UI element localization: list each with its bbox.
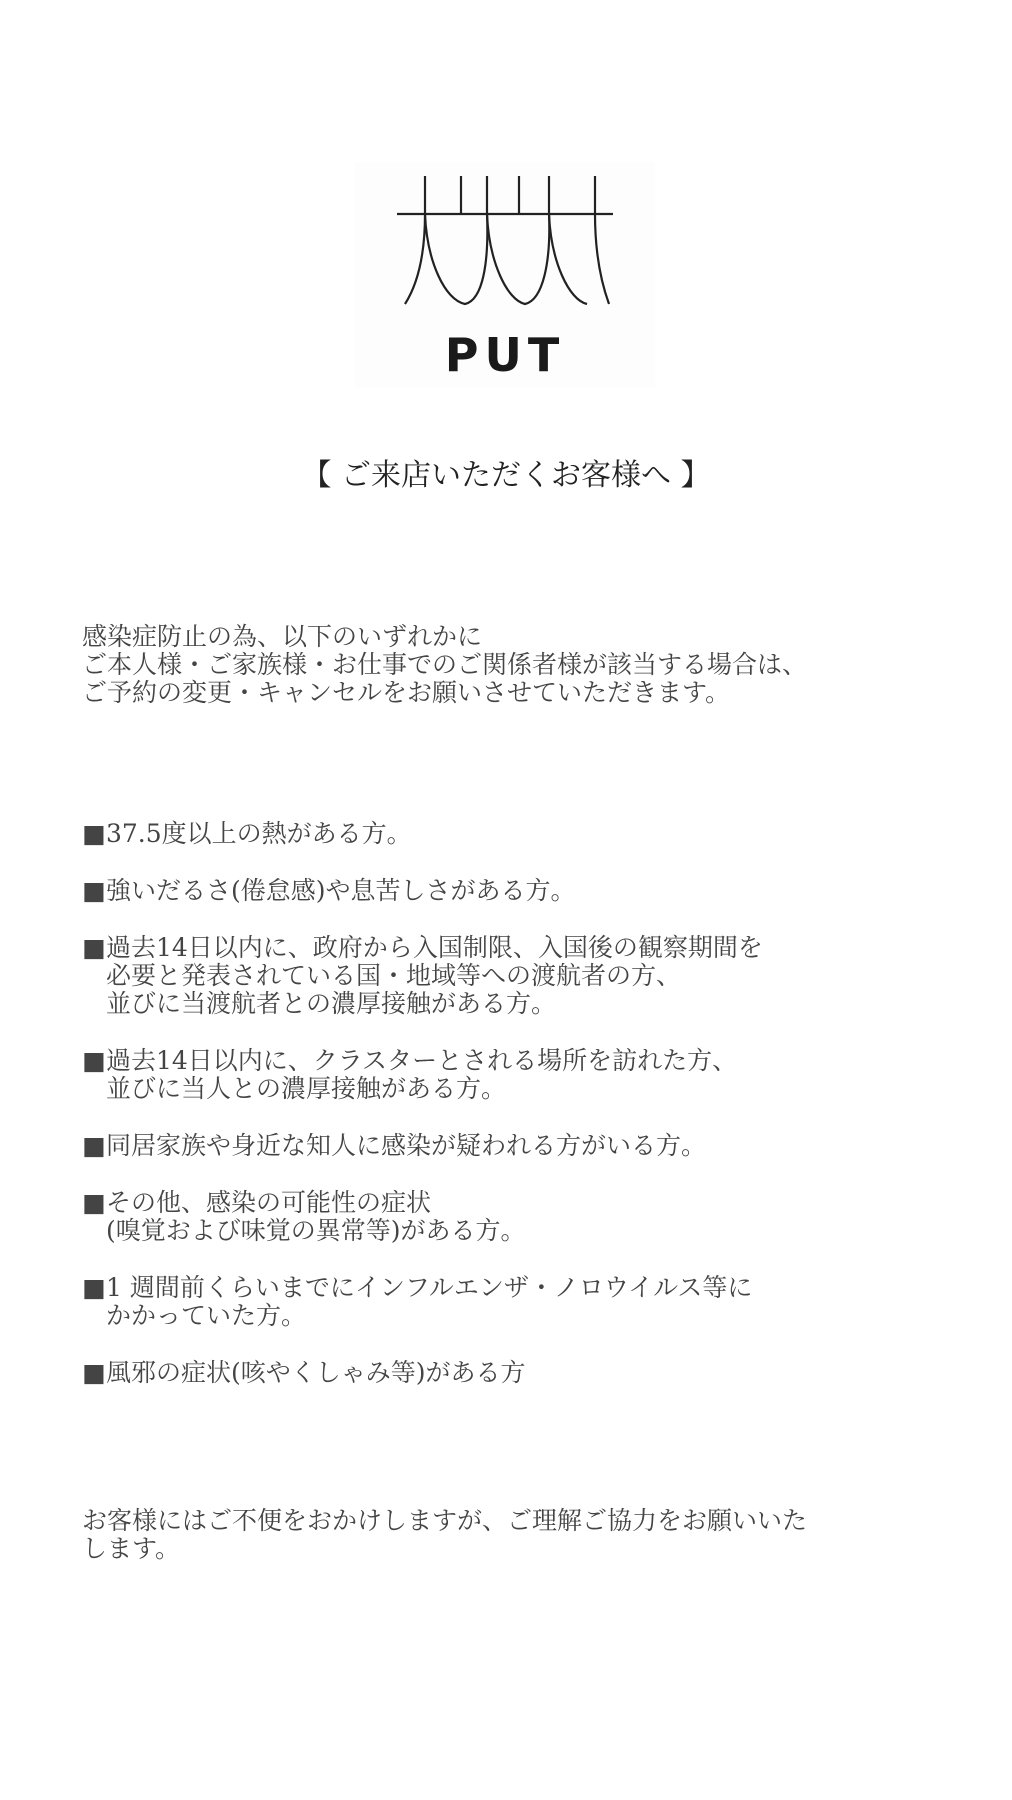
condition-list bbox=[82, 820, 942, 1416]
page-title: 【 ご来店いただくお客様へ 】 bbox=[301, 458, 711, 493]
list-item bbox=[82, 1047, 942, 1103]
condition-line: 並びに当人との濃厚接触がある方。 bbox=[106, 1074, 507, 1103]
bullet-square-icon: ■ bbox=[82, 1131, 106, 1160]
condition-line: 同居家族や身近な知人に感染が疑われる方がいる方。 bbox=[106, 1131, 707, 1160]
list-item bbox=[82, 820, 942, 848]
condition-line: 並びに当渡航者との濃厚接触がある方。 bbox=[106, 989, 557, 1018]
put-logo bbox=[355, 162, 655, 388]
condition-line: 強いだるさ(倦怠感)や息苦しさがある方。 bbox=[106, 876, 576, 905]
closing-text bbox=[82, 1507, 942, 1563]
intro-line: ご予約の変更・キャンセルをお願いさせていただきます。 bbox=[82, 678, 731, 707]
put-logo-icon bbox=[355, 162, 655, 332]
intro-line: 感染症防止の為、以下のいずれかに bbox=[82, 622, 483, 651]
closing-line: お客様にはご不便をおかけしますが、ご理解ご協力をお願いいた bbox=[82, 1506, 808, 1535]
list-item bbox=[82, 1132, 942, 1160]
condition-line: その他、感染の可能性の症状 bbox=[106, 1188, 432, 1217]
logo-wordmark: PUT bbox=[444, 328, 566, 382]
condition-line: 必要と発表されている国・地域等への渡航者の方、 bbox=[106, 961, 682, 990]
intro-line: ご本人様・ご家族様・お仕事でのご関係者様が該当する場合は、 bbox=[82, 650, 808, 679]
condition-line: 過去14日以内に、クラスターとされる場所を訪れた方、 bbox=[106, 1046, 738, 1075]
bullet-square-icon: ■ bbox=[82, 1273, 106, 1302]
condition-line: 過去14日以内に、政府から入国制限、入国後の観察期間を bbox=[106, 933, 763, 962]
condition-line: 風邪の症状(咳やくしゃみ等)がある方 bbox=[106, 1358, 526, 1387]
bullet-square-icon: ■ bbox=[82, 876, 106, 905]
bullet-square-icon: ■ bbox=[82, 933, 106, 962]
list-item bbox=[82, 877, 942, 905]
list-item bbox=[82, 1189, 942, 1245]
bullet-square-icon: ■ bbox=[82, 819, 106, 848]
condition-line: (嗅覚および味覚の異常等)がある方。 bbox=[106, 1216, 526, 1245]
intro-text bbox=[82, 623, 942, 707]
closing-line: します。 bbox=[82, 1534, 181, 1563]
condition-line: 37.5度以上の熱がある方。 bbox=[106, 819, 412, 848]
bullet-square-icon: ■ bbox=[82, 1188, 106, 1217]
condition-line: 1 週間前くらいまでにインフルエンザ・ノロウイルス等に bbox=[106, 1273, 753, 1302]
list-item bbox=[82, 1274, 942, 1330]
bullet-square-icon: ■ bbox=[82, 1046, 106, 1075]
list-item bbox=[82, 934, 942, 1018]
bullet-square-icon: ■ bbox=[82, 1358, 106, 1387]
list-item bbox=[82, 1359, 942, 1387]
condition-line: かかっていた方。 bbox=[106, 1301, 307, 1330]
